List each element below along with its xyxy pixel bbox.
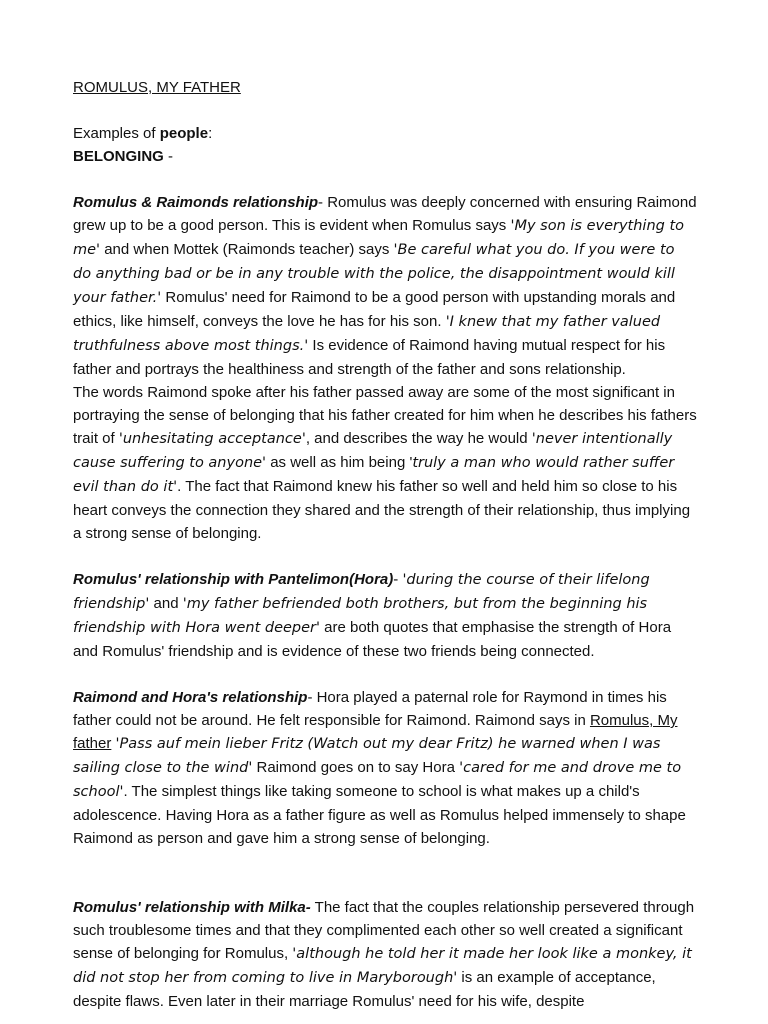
- quote: 'My son is everything to me': [73, 218, 685, 258]
- section-heading: Romulus & Raimonds relationship: [73, 194, 319, 211]
- section-heading: Romulus' relationship with Milka-: [73, 899, 311, 916]
- paragraph-romulus-raimond: Romulus & Raimonds relationship- Romulus was deeply concerned with ensuring Raimond grew up to be a good person. This is evident when Romulus says 'My son is everything to me' and when Mottek (Raimonds teacher) says 'Be careful what you do. If you were to do anything bad or be in any trouble with the police, the disappointment would kill your father.' Romulus' need for Raimond to be a good person with upstanding morals and ethics, like himself, conveys the love he has for his son. 'I knew that my father valued truthfulness above most things.' Is evidence of Raimond having mutual respect for his father and portrays the healthiness and strength of the father and sons relationship.: [73, 194, 697, 378]
- paragraph-romulus-milka: Romulus' relationship with Milka- The fact that the couples relationship persevered through such troublesome times and that they complimented each other so well created a significant sense of belonging for Romulus, 'although he told her it made her look like a monkey, it did not stop her from coming to live in Maryborough' is an example of acceptance, despite flaws. Even later in their marriage Romulus' need for his wife, despite: [73, 899, 695, 1010]
- section-heading: Raimond and Hora's relationship: [73, 689, 308, 706]
- section-heading: Romulus' relationship with Pantelimon(Hora): [73, 571, 394, 588]
- book-title: Romulus, My father: [73, 712, 678, 752]
- quote: truly a man who would rather suffer evil than do it': [73, 455, 675, 495]
- quote: 'cared for me and drove me to school': [73, 760, 682, 800]
- quote: 'Pass auf mein lieber Fritz (Watch out my dear Fritz) he warned when I was sailing close to the wind': [73, 736, 661, 776]
- quote: 'never intentionally cause suffering to anyone': [73, 431, 673, 471]
- paragraph-romulus-hora: Romulus' relationship with Pantelimon(Hora)- 'during the course of their lifelong friendship' and 'my father befriended both brothers, but from the beginning his friendship with Hora went deeper' are both quotes that emphasise the strength of Hora and Romulus' friendship and is evidence of these two friends being connected.: [73, 571, 672, 660]
- paragraph-raimond-words: The words Raimond spoke after his father passed away are some of the most significant in portraying the sense of belonging that his father created for him when he describes his fathers trait of 'unhesitating acceptance', and describes the way he would 'never intentionally cause suffering to anyone' as well as him being 'truly a man who would rather suffer evil than do it'. The fact that Raimond knew his father so well and held him so close to his heart conveys the connection they shared and the strength of their relationship, thus implying a strong sense of belonging.: [73, 384, 697, 542]
- quote: 'my father befriended both brothers, but from the beginning his friendship with Hora went deeper': [73, 596, 648, 636]
- document-title: ROMULUS, MY FATHER: [73, 79, 241, 96]
- belonging-heading: BELONGING -: [73, 148, 174, 165]
- document-body: [73, 76, 697, 1013]
- examples-line: Examples of people:: [73, 125, 213, 142]
- quote: 'Be careful what you do. If you were to do anything bad or be in any trouble with the police, the disappointment would kill your father.': [73, 242, 675, 306]
- quote: 'unhesitating acceptance': [118, 431, 306, 447]
- paragraph-raimond-hora: Raimond and Hora's relationship- Hora played a paternal role for Raymond in times his father could not be around. He felt responsible for Raimond. Raimond says in Romulus, My father 'Pass auf mein lieber Fritz (Watch out my dear Fritz) he warned when I was sailing close to the wind' Raimond goes on to say Hora 'cared for me and drove me to school'. The simplest things like taking someone to school is what makes up a child's adolescence. Having Hora as a father figure as well as Romulus helped immensely to shape Raimond as person and gave him a strong sense of belonging.: [73, 689, 686, 847]
- quote: 'I knew that my father valued truthfulness above most things.': [73, 314, 661, 354]
- quote: 'during the course of their lifelong friendship': [73, 572, 650, 612]
- quote: 'although he told her it made her look like a monkey, it did not stop her from coming to live in Maryborough': [73, 946, 692, 986]
